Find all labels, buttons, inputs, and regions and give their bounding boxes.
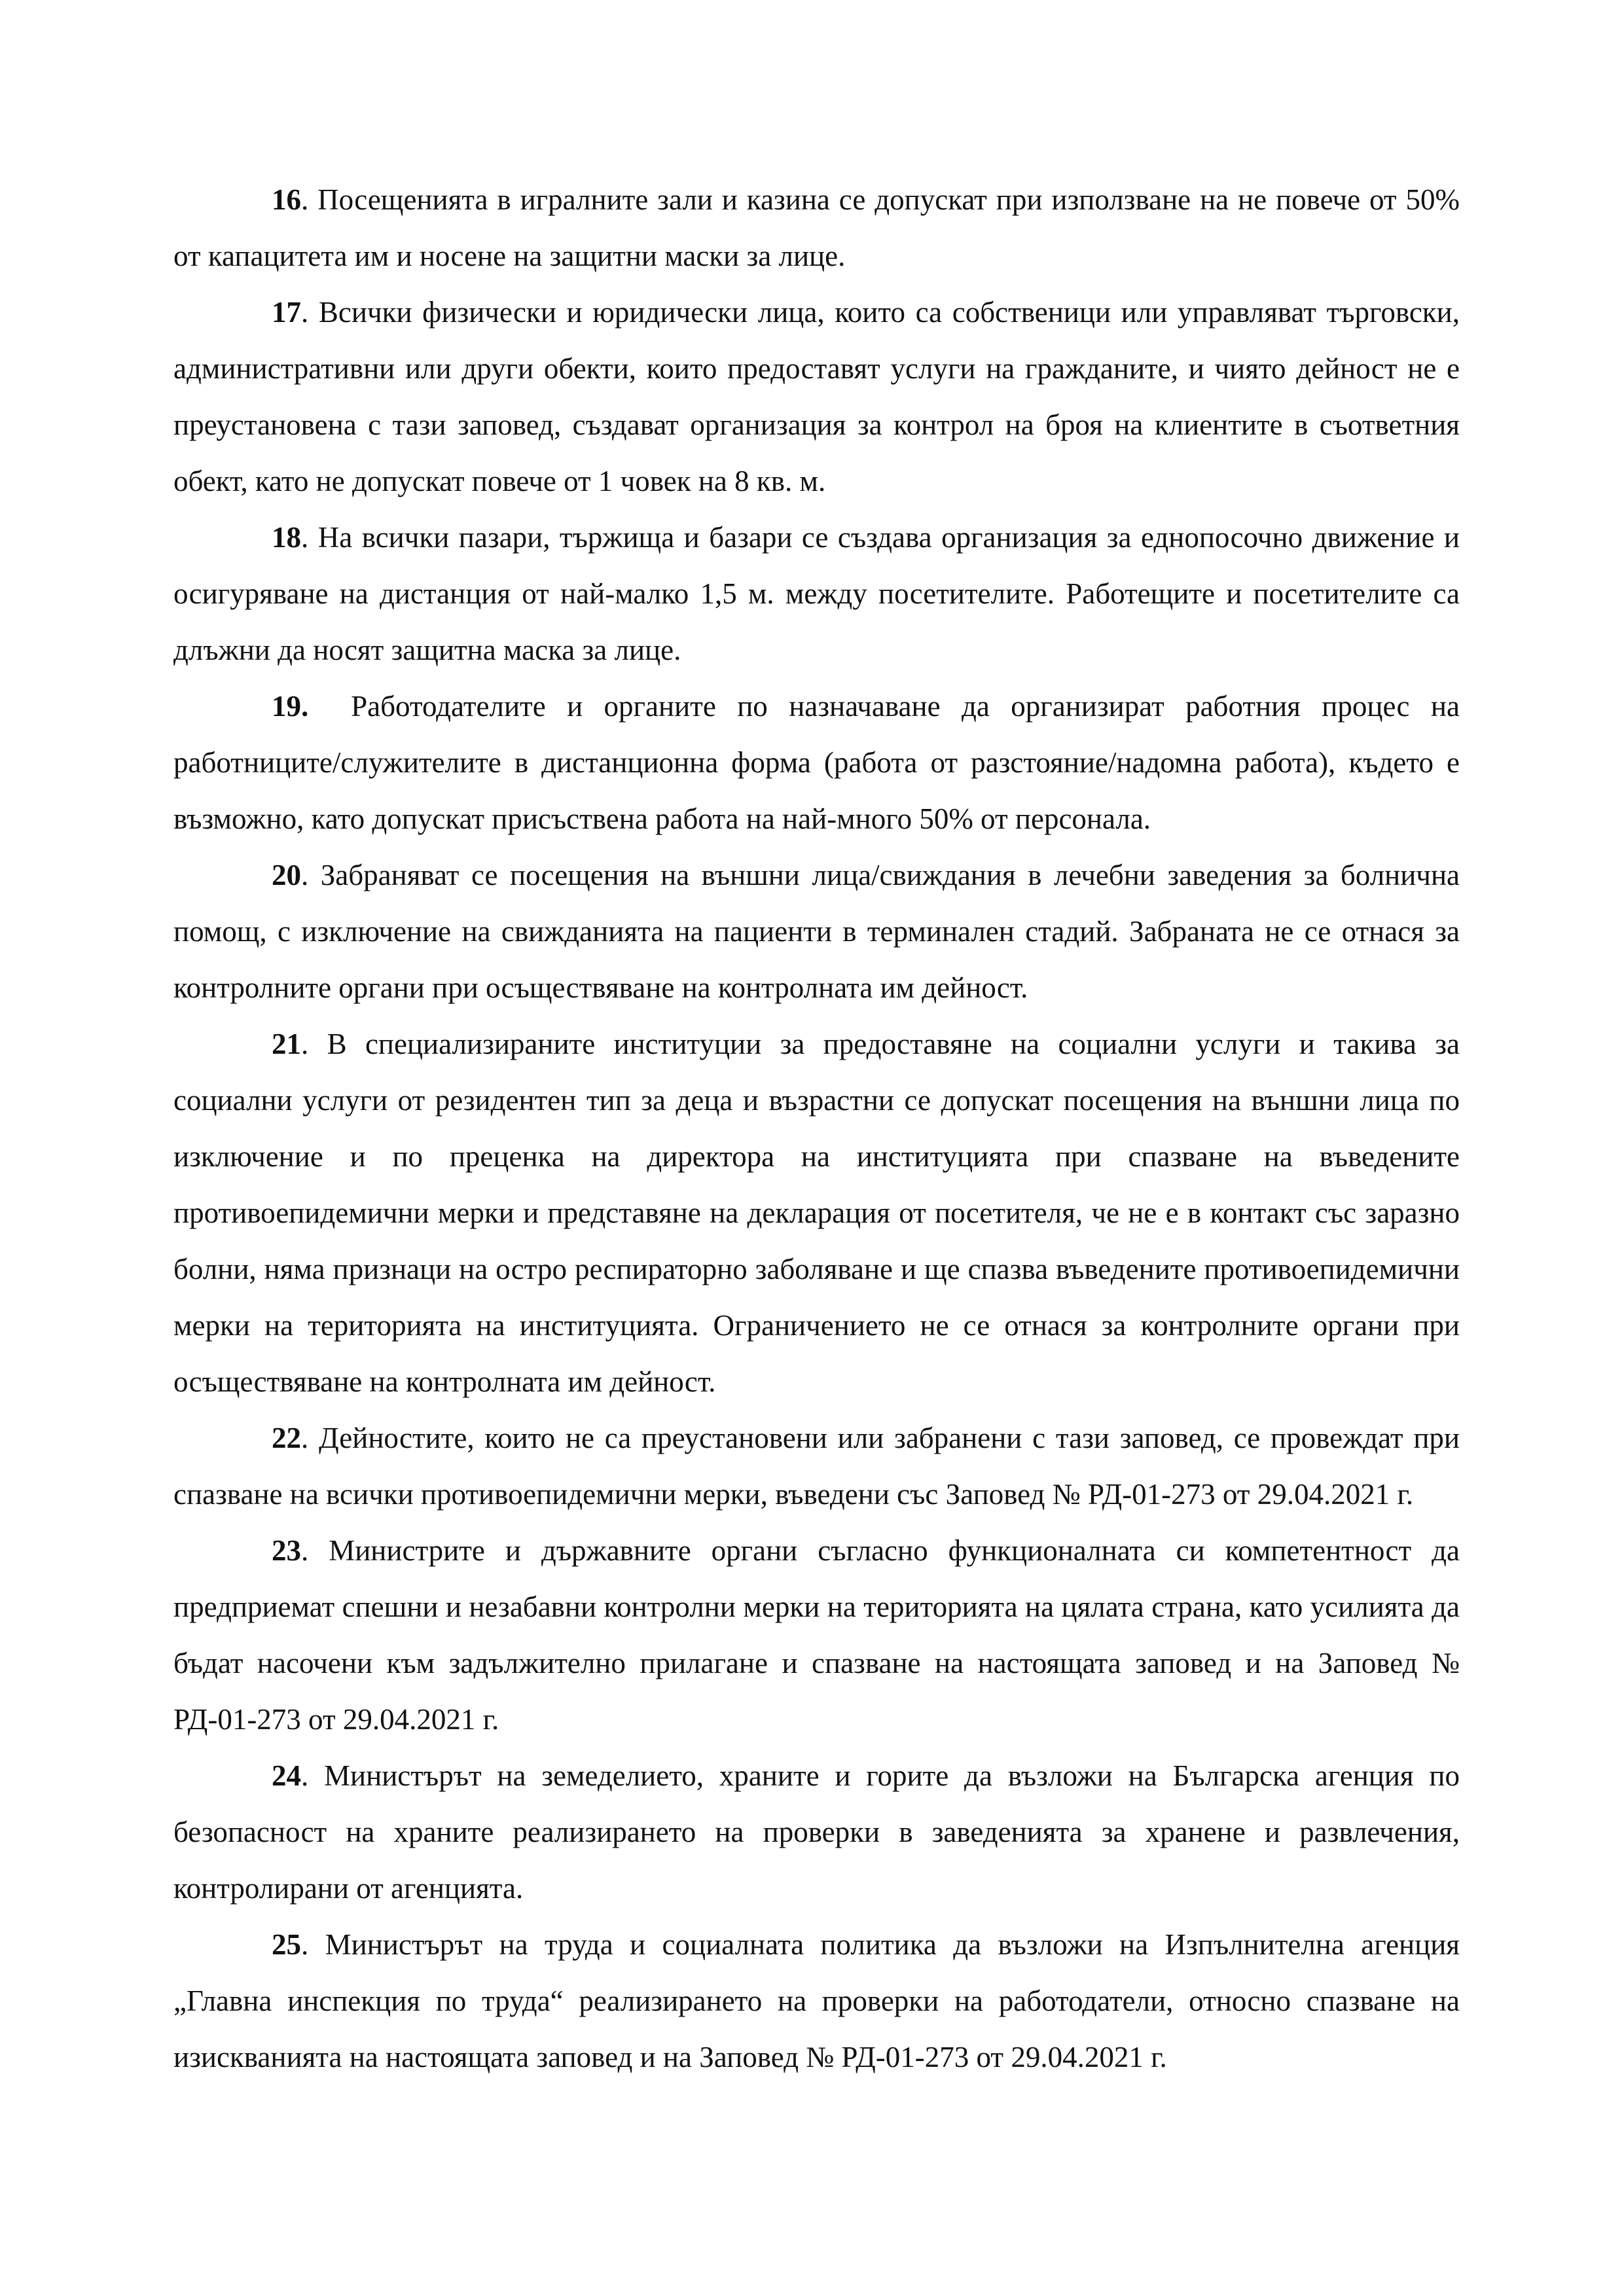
paragraph-16 (173, 171, 1460, 284)
paragraph-24 (173, 1748, 1460, 1916)
paragraph-text: Работодателите и органите по назначаване да организират работния процес на работниците/служителите в дистанционна форма (работа от разстояние/надомна работа), където е възможно, като допускат присъствена работа на най-много 50% от персонала. (173, 690, 1468, 835)
paragraph-number: 16 (272, 183, 301, 216)
paragraph-text: . Дейностите, които не са преустановени или забранени с тази заповед, се провеждат при спазване на всички противоепидемични мерки, въведени със Заповед № РД-01-273 от 29.04.2021 г. (173, 1422, 1460, 1511)
document-page (173, 171, 1468, 2085)
paragraph-21 (173, 1016, 1460, 1410)
paragraph-number: 19. (272, 690, 309, 723)
paragraph-17 (173, 284, 1460, 509)
paragraph-text: . В специализираните институции за предоставяне на социални услуги и такива за социални услуги от резидентен тип за деца и възрастни се допускат посещения на външни лица по изключение и по преценка на директора на институцията при спазване на въведените противоепидемични мерки и представяне на декларация от посетителя, че не е в контакт със заразно болни, няма признаци на остро респираторно заболяване и ще спазва въведените противоепидемични мерки на територията на институцията. Ограничението не се отнася за контролните органи при осъществяване на контролната им дейност. (173, 1028, 1460, 1398)
paragraph-25 (173, 1916, 1460, 2085)
paragraph-number: 18 (272, 521, 301, 554)
paragraph-number: 21 (272, 1028, 301, 1060)
paragraph-19 (173, 678, 1468, 847)
paragraph-text: . Всички физически и юридически лица, които са собственици или управляват търговски, административни или други обекти, които предоставят услуги на гражданите, и чиято дейност не е преустановена с тази заповед, създават организация за контрол на броя на клиентите в съответния обект, като не допускат повече от 1 човек на 8 кв. м. (173, 296, 1460, 497)
paragraph-number: 17 (272, 296, 301, 329)
paragraph-22 (173, 1410, 1460, 1522)
paragraph-20 (173, 847, 1460, 1016)
paragraph-number: 20 (272, 859, 301, 891)
paragraph-text: . Министрите и държавните органи съгласно функционалната си компетентност да предприемат спешни и незабавни контролни мерки на територията на цялата страна, като усилията да бъдат насочени към задължително прилагане и спазване на настоящата заповед и на Заповед № РД-01-273 от 29.04.2021 г. (173, 1534, 1460, 1736)
paragraph-number: 24 (272, 1759, 301, 1792)
paragraph-18 (173, 509, 1460, 678)
paragraph-text: . Министърът на труда и социалната политика да възложи на Изпълнителна агенция „Главна инспекция по труда“ реализирането на проверки на работодатели, относно спазване на изискванията на настоящата заповед и на Заповед № РД-01-273 от 29.04.2021 г. (173, 1928, 1460, 2073)
paragraph-text: . Забраняват се посещения на външни лица/свиждания в лечебни заведения за болнична помощ, с изключение на свижданията на пациенти в терминален стадий. Забраната не се отнася за контролните органи при осъществяване на контролната им дейност. (173, 859, 1460, 1004)
paragraph-text: . На всички пазари, тържища и базари се създава организация за еднопосочно движение и осигуряване на дистанция от най-малко 1,5 м. между посетителите. Работещите и посетителите са длъжни да носят защитна маска за лице. (173, 521, 1460, 666)
paragraph-text: . Посещенията в игралните зали и казина се допускат при използване на не повече от 50% от капацитета им и носене на защитни маски за лице. (173, 183, 1460, 272)
paragraph-number: 22 (272, 1422, 301, 1454)
paragraph-text: . Министърът на земеделието, храните и горите да възложи на Българска агенция по безопасност на храните реализирането на проверки в заведенията за хранене и развлечения, контролирани от агенцията. (173, 1759, 1460, 1905)
paragraph-number: 25 (272, 1928, 301, 1961)
paragraph-23 (173, 1522, 1460, 1748)
paragraph-number: 23 (272, 1534, 301, 1567)
